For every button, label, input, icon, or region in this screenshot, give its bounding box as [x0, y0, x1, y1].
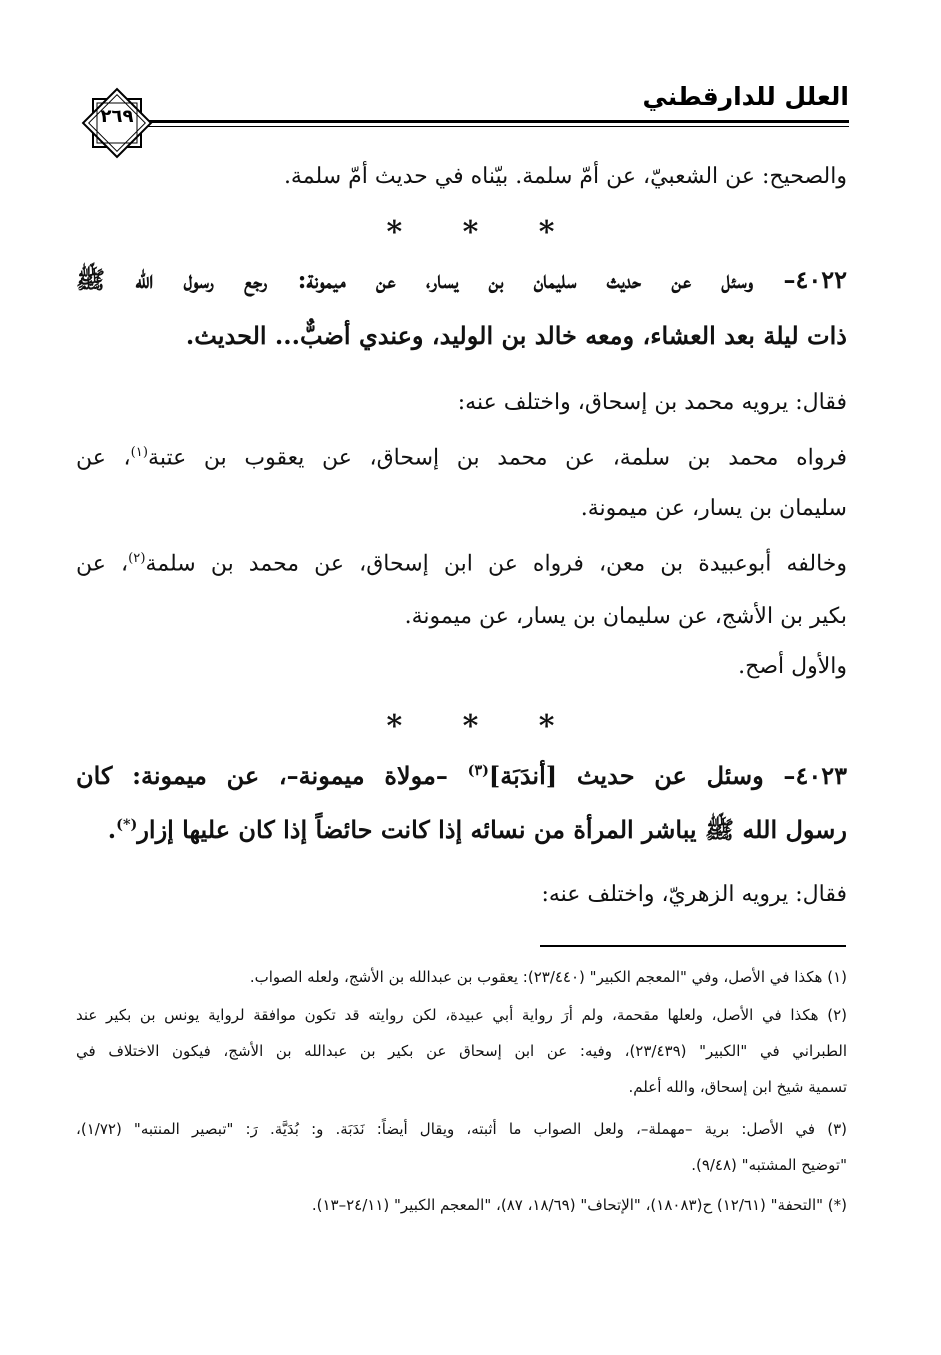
text-segment: ٤٠٢٣– وسئل عن حديث [أندَبَة]: [488, 761, 847, 790]
question-4022-heading-cont: ذات ليلة بعد العشاء، ومعه خالد بن الوليد، وعندي أضبٌّ... الحديث.: [185, 321, 847, 350]
text-line: فقال: يرويه محمد بن إسحاق، واختلف عنه:: [457, 390, 847, 415]
text-line: بكير بن الأشج، عن سليمان بن يسار، عن ميمونة.: [404, 604, 847, 629]
question-4023-heading: [76, 761, 847, 790]
footnote-ref-star: (*): [116, 816, 138, 833]
text-line: فقال: يرويه الزهريّ، واختلف عنه:: [541, 882, 847, 907]
header-rule: [138, 120, 849, 123]
footnote-1: (١) هكذا في الأصل، وفي "المعجم الكبير" (٢٣/٤٤٠): يعقوب بن عبدالله بن الأشج، ولعله الصواب.: [249, 968, 847, 986]
footnote-2-cont: تسمية شيخ ابن إسحاق، والله أعلم.: [628, 1078, 847, 1096]
section-separator: * * *: [386, 215, 555, 250]
text-segment: .: [107, 815, 117, 844]
footnote-star: (*) "التحفة" (١٢/٦١) ح(١٨٠٨٣)، "الإتحاف" (١٨/٦٩، ٨٧)، "المعجم الكبير" (٢٤/١١–١٣).: [311, 1196, 847, 1214]
text-segment: فرواه محمد بن سلمة، عن محمد بن إسحاق، عن يعقوب بن عتبة: [148, 445, 848, 471]
footnote-2-cont: الطبراني في "الكبير" (٢٣/٤٣٩)، وفيه: عن ابن إسحاق عن بكير بن عبدالله بن الأشج، فيكون الاختلاف في: [76, 1042, 847, 1060]
text-line: والصحيح: عن الشعبيّ، عن أمّ سلمة. بيّناه في حديث أمّ سلمة.: [283, 164, 847, 189]
text-segment: –مولاة ميمونة–، عن ميمونة: كان: [76, 761, 468, 790]
footnote-2: (٢) هكذا في الأصل، ولعلها مقحمة، ولم أرَ رواية أبي عبيدة، لكن روايته قد تكون موافقة لرواية يونس بن بكير عند: [76, 1006, 847, 1024]
footnote-ref-2: (٢): [128, 551, 146, 566]
question-4022-heading: ٤٠٢٢– وسئل عن حديث سليمان بن يسار، عن ميمونة: رجع رسول الله ﷺ: [76, 265, 847, 294]
text-line: والأول أصح.: [738, 654, 847, 679]
text-segment: وخالفه أبوعبيدة بن معن، فرواه عن ابن إسحاق، عن محمد بن سلمة: [145, 551, 848, 577]
text-line: [76, 446, 847, 469]
page-number: ٢٦٩: [100, 106, 134, 127]
footnote-3-cont: "توضيح المشتبه" (٩/٤٨).: [691, 1156, 847, 1174]
header-rule-thin: [138, 126, 849, 127]
running-head-title: العلل للدارقطني: [642, 82, 849, 111]
text-segment: ، عن: [76, 445, 131, 471]
text-line: [76, 552, 847, 575]
text-segment: ، عن: [76, 551, 129, 577]
footnote-ref-1: (١): [130, 445, 149, 460]
footnote-3: (٣) في الأصل: برية –مهملة–، ولعل الصواب ما أثبته، ويقال أيضاً: نَدَبَة. و: بُدَيَّة. رَ: "تبصير المنتبه" (١/٧٢)،: [76, 1120, 847, 1138]
section-separator: * * *: [386, 709, 555, 744]
question-4023-heading-cont: [107, 815, 847, 844]
text-segment: رسول الله ﷺ يباشر المرأة من نسائه إذا كانت حائضاً إذا كان عليها إزار: [137, 815, 847, 844]
text-line: سليمان بن يسار، عن ميمونة.: [580, 496, 847, 521]
footnote-rule: [540, 945, 846, 947]
footnote-ref-3: (٣): [467, 762, 489, 779]
